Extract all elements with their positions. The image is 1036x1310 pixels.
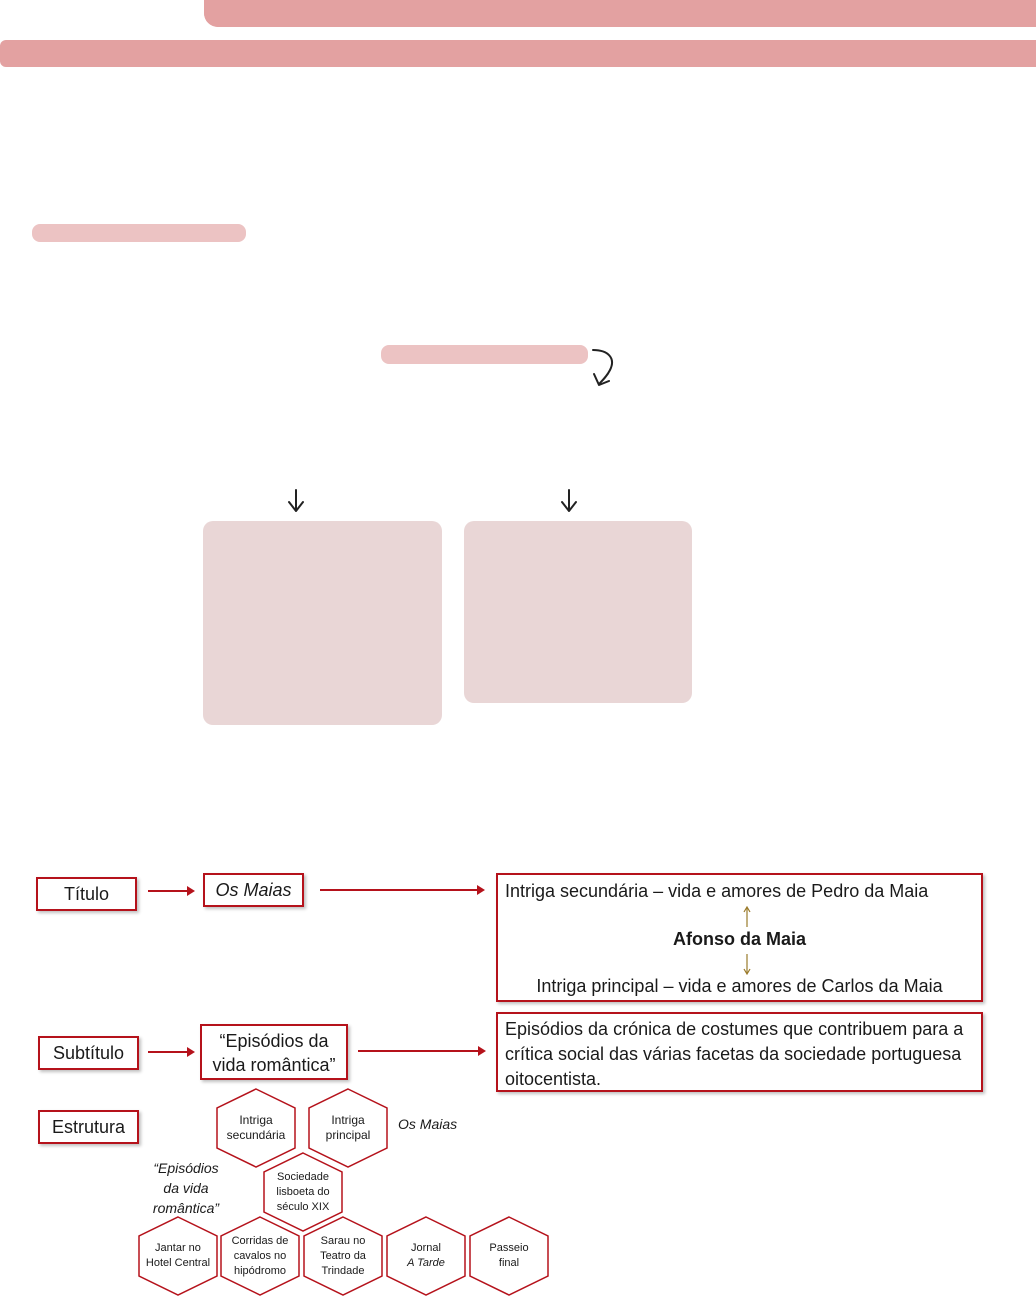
curved-arrow-icon <box>590 346 622 392</box>
hex-sociedade: Sociedade lisboeta do século XIX <box>263 1152 343 1232</box>
intriga-principal-text: Intriga principal – vida e amores de Carlos da Maia <box>536 976 943 996</box>
hex-intriga-secundaria: Intriga secundária <box>216 1088 296 1168</box>
episodios-line-2: vida romântica” <box>212 1055 336 1075</box>
up-arrow-icon <box>742 906 752 928</box>
afonso-da-maia-text: Afonso da Maia <box>672 929 806 949</box>
os-maias-box <box>203 873 304 907</box>
hex-passeio: Passeio final <box>469 1216 549 1296</box>
episodios-line-1: “Episódios da <box>219 1031 329 1051</box>
hex-sarau: Sarau no Teatro da Trindade <box>303 1216 383 1296</box>
down-arrow-icon <box>286 488 306 514</box>
subtitulo-label-box <box>38 1036 139 1070</box>
os-maias-text: Os Maias <box>215 879 292 900</box>
intriga-secundaria-text: Intriga secundária – vida e amores de Pedro da Maia <box>505 881 929 901</box>
estrutura-label: Estrutura <box>51 1116 126 1137</box>
subtitulo-label: Subtítulo <box>52 1042 125 1063</box>
left-panel <box>203 521 442 725</box>
os-maias-structure-label: Os Maias <box>398 1116 458 1132</box>
os-maias-arrow <box>320 889 483 891</box>
concept-pill <box>381 345 588 364</box>
down-small-arrow-icon <box>742 953 752 975</box>
right-panel <box>464 521 692 703</box>
estrutura-label-box <box>38 1110 139 1144</box>
subtitulo-arrow <box>148 1051 193 1053</box>
down-arrow-icon <box>559 488 579 514</box>
intrigas-box <box>496 873 983 1002</box>
hex-corridas: Corridas de cavalos no hipódromo <box>220 1216 300 1296</box>
hex-jantar: Jantar no Hotel Central <box>138 1216 218 1296</box>
titulo-label-box <box>36 877 137 911</box>
header-main-bar <box>0 40 1036 67</box>
section-heading-pill <box>32 224 246 242</box>
header-top-bar <box>204 0 1036 27</box>
cronica-box <box>496 1012 983 1092</box>
hex-jornal: Jornal A Tarde <box>386 1216 466 1296</box>
hex-intriga-principal: Intriga principal <box>308 1088 388 1168</box>
cronica-text: Episódios da crónica de costumes que contribuem para a crítica social das várias facetas da sociedade portuguesa oitocentista. <box>505 1019 964 1089</box>
episodios-box <box>200 1024 348 1080</box>
titulo-arrow <box>148 890 193 892</box>
episodios-structure-label: “Episódios da vida romântica” <box>152 1160 220 1216</box>
titulo-label: Título <box>63 883 110 904</box>
episodios-arrow <box>358 1050 484 1052</box>
